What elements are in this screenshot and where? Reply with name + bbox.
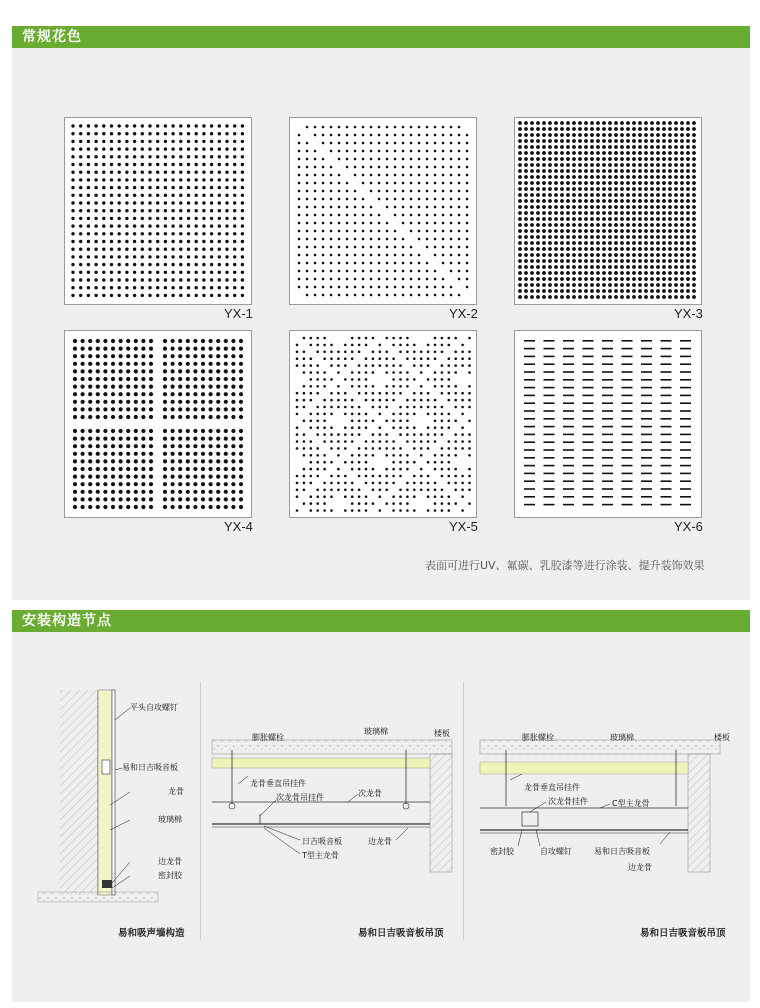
finish-note: 表面可进行UV、氟碳、乳胶漆等进行涂装、提升装饰效果 [425, 559, 705, 572]
pattern-tile-yx4 [64, 330, 252, 518]
pattern-tile-yx1 [64, 117, 252, 305]
ceiling1-label-secondary-hanger: 次龙骨吊挂件 [276, 793, 324, 802]
wall-label-glasswool: 玻璃棉 [158, 815, 182, 824]
patterns-section-title: 常规花色 [12, 26, 750, 48]
ceiling2-diagram-caption: 易和日吉吸音板吊顶 [640, 928, 726, 939]
ceiling2-label-secondary-hanger: 次龙骨挂件 [548, 797, 588, 806]
pattern-code-yx2: YX-2 [449, 306, 478, 321]
ceiling1-label-bolt: 膨胀螺栓 [252, 733, 284, 742]
ceiling2-label-panel: 易和日吉吸音板 [594, 847, 650, 856]
ceiling1-slab [212, 740, 452, 754]
ceiling1-glass-wool [212, 758, 430, 768]
ceiling2-label-c-keel: C型主龙骨 [612, 799, 650, 808]
wall-label-sealant: 密封胶 [158, 871, 182, 880]
wall-glass-wool [98, 690, 112, 895]
wall-label-screw: 平头自攻螺钉 [130, 703, 178, 712]
ceiling1-label-vertical-hanger: 龙骨垂直吊挂件 [250, 779, 306, 788]
pattern-yx1-dots [65, 118, 251, 304]
ceiling2-slab [480, 740, 720, 754]
pattern-tile-yx2 [289, 117, 477, 305]
wall-label-panel: 易和日吉吸音板 [122, 763, 178, 772]
ceiling1-label-glasswool: 玻璃棉 [364, 727, 388, 736]
pattern-tile-yx5 [289, 330, 477, 518]
ceiling1-label-slab: 楼板 [434, 729, 450, 738]
ceiling2-label-glasswool: 玻璃棉 [610, 733, 634, 742]
wall-label-keel: 龙骨 [168, 787, 184, 796]
pattern-yx5-dots [290, 331, 476, 517]
ceiling1-label-panel: 日吉吸音板 [302, 837, 342, 846]
diagram-divider-1 [200, 682, 201, 940]
ceiling2-diagram [470, 720, 740, 880]
ceiling2-label-slab: 楼板 [714, 733, 730, 742]
diagram-divider-2 [463, 682, 464, 940]
ceiling1-label-edge-keel: 边龙骨 [368, 837, 392, 846]
wall-masonry [60, 690, 98, 895]
wall-label-edge-keel: 边龙骨 [158, 857, 182, 866]
ceiling2-label-screw: 自攻螺钉 [540, 847, 572, 856]
pattern-code-yx4: YX-4 [224, 519, 253, 534]
ceiling2-glass-wool [480, 762, 688, 774]
pattern-tile-yx3 [514, 117, 702, 305]
pattern-yx2-dots [290, 118, 476, 304]
ceiling2-label-vertical-hanger: 龙骨垂直吊挂件 [524, 783, 580, 792]
ceiling1-diagram-caption: 易和日吉吸音板吊顶 [358, 928, 444, 939]
ceiling1-label-secondary-keel: 次龙骨 [358, 789, 382, 798]
pattern-code-yx3: YX-3 [674, 306, 703, 321]
wall-panel [112, 690, 115, 895]
pattern-yx4-dots [65, 331, 251, 517]
install-section-title: 安装构造节点 [12, 610, 750, 632]
pattern-code-yx5: YX-5 [449, 519, 478, 534]
ceiling1-diagram [208, 720, 460, 880]
pattern-code-yx6: YX-6 [674, 519, 703, 534]
ceiling2-label-edge-keel: 边龙骨 [628, 863, 652, 872]
pattern-tile-yx6 [514, 330, 702, 518]
pattern-yx3-dots [515, 118, 701, 304]
ceiling2-label-sealant: 密封胶 [490, 847, 514, 856]
floor-slab [38, 892, 158, 902]
wall-diagram [30, 680, 200, 910]
ceiling1-label-t-keel: T型主龙骨 [302, 851, 339, 860]
pattern-code-yx1: YX-1 [224, 306, 253, 321]
pattern-yx6-slots [515, 331, 701, 517]
wall-diagram-caption: 易和吸声墙构造 [118, 928, 185, 939]
ceiling2-label-bolt: 膨胀螺栓 [522, 733, 554, 742]
